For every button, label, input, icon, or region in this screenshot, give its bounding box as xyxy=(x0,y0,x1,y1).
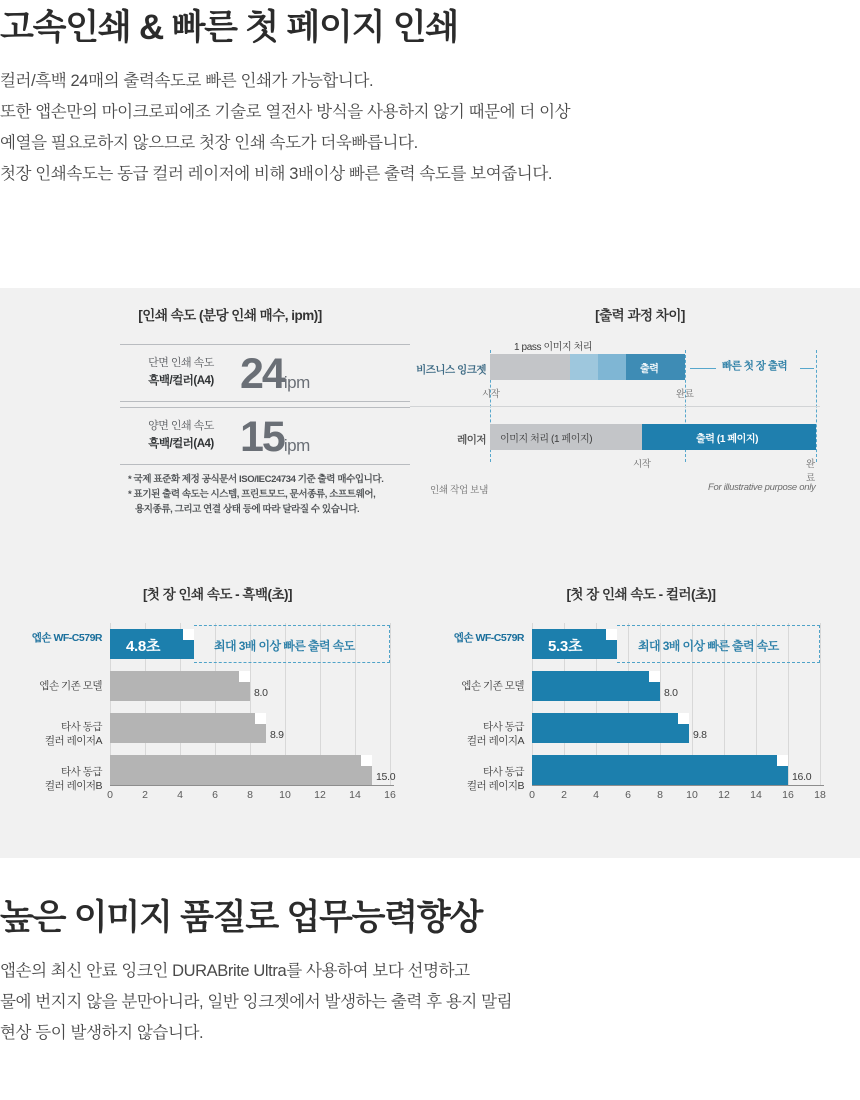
chart-mono-xtick-10: 10 xyxy=(279,789,291,801)
inkjet-tick-end: 완료 xyxy=(676,389,694,400)
chart-color-cat-2 xyxy=(432,720,524,748)
ipm-duplex-unit: ipm xyxy=(283,436,310,455)
chart-color-cat-0 xyxy=(432,631,524,645)
ipm-footnote-1: * 국제 표준화 제정 공식문서 ISO/IEC24734 기준 출력 매수입니다. xyxy=(128,474,384,485)
chart-mono-x-axis xyxy=(110,785,394,786)
laser-tick-start: 시작 xyxy=(633,459,651,470)
chart-mono-cat-2-line-2: 컬러 레이저A xyxy=(44,735,102,747)
inkjet-seg-3 xyxy=(598,354,626,380)
inkjet-seg-label-imaging: 1 pass 이미지 처리 xyxy=(514,342,593,353)
chart-mono-plot-area xyxy=(10,617,425,837)
fast-arrow-left xyxy=(690,368,716,369)
ipm-simplex-number: 24 xyxy=(240,350,284,398)
chart-color-cat-1-line-1: 엡손 기존 모델 xyxy=(461,680,524,692)
chart-color-bar-2-value: 9.8 xyxy=(693,729,707,741)
chart-color-xtick-6: 6 xyxy=(625,789,631,801)
chart-color-xtick-4: 4 xyxy=(593,789,599,801)
diagram-divider xyxy=(410,406,820,407)
chart-mono-bar-1-value: 8.0 xyxy=(254,687,268,699)
chart-color-cat-3 xyxy=(432,765,524,793)
chart-color-plot-area xyxy=(432,617,850,837)
inkjet-seg-0 xyxy=(490,354,508,380)
bottom-text-block xyxy=(0,898,860,1049)
ipm-row-duplex-label xyxy=(126,417,236,453)
chart-mono-xtick-12: 12 xyxy=(314,789,326,801)
chart-color-bar-2 xyxy=(532,713,689,743)
chart-color-xtick-10: 10 xyxy=(686,789,698,801)
page-title: 고속인쇄 & 빠른 첫 페이지 인쇄 xyxy=(0,8,459,47)
fast-arrow-right xyxy=(800,368,814,369)
inkjet-seg-2 xyxy=(570,354,598,380)
chart-mono-grid-16 xyxy=(390,623,391,785)
top-body-text xyxy=(0,66,860,190)
process-diagram-panel xyxy=(416,304,850,554)
chart-color-bar-3 xyxy=(532,755,788,785)
ipm-duplex-number: 15 xyxy=(240,413,284,461)
ipm-row-simplex xyxy=(120,344,410,402)
ipm-speed-panel xyxy=(10,304,420,554)
bottom-body-line-3: 현상 등이 발생하지 않습니다. xyxy=(0,1024,204,1043)
chart-mono-bars xyxy=(107,617,406,817)
inkjet-seg-1 xyxy=(508,354,570,380)
figure-panel xyxy=(0,288,860,858)
top-text-block xyxy=(0,8,860,190)
ipm-footnote-2: * 표기된 출력 속도는 시스템, 프린트모드, 문서종류, 소프트웨어, xyxy=(128,489,376,500)
chart-color-xtick-16: 16 xyxy=(782,789,794,801)
chart-mono-bar-3-corner xyxy=(361,755,372,766)
chart-mono-bar-2 xyxy=(110,713,266,743)
chart-mono-cat-0 xyxy=(10,631,102,645)
chart-color-annotation: 최대 3배 이상 빠른 출력 속도 xyxy=(638,639,779,653)
top-body-line-1: 컬러/흑백 24매의 출력속도로 빠른 인쇄가 가능합니다. xyxy=(0,72,374,91)
process-diagram xyxy=(416,342,820,504)
chart-color-xtick-14: 14 xyxy=(750,789,762,801)
chart-mono-xtick-2: 2 xyxy=(142,789,148,801)
inkjet-tick-start: 시작 xyxy=(482,389,500,400)
chart-mono-cat-3-line-1: 타사 동급 xyxy=(61,766,102,778)
chart-color-bars xyxy=(529,617,832,817)
ipm-simplex-value xyxy=(240,346,310,411)
chart-mono-cat-0-line-1: 엡손 WF-C579R xyxy=(31,632,102,644)
chart-color-bar-1-value: 8.0 xyxy=(664,687,678,699)
chart-color-cat-2-line-1: 타사 동급 xyxy=(483,721,524,733)
chart-color-cat-3-line-1: 타사 동급 xyxy=(483,766,524,778)
inkjet-seg-label-output: 출력 xyxy=(640,364,659,375)
chart-color-x-axis xyxy=(532,785,824,786)
chart-mono-first-page xyxy=(10,583,425,845)
ipm-simplex-label-bottom: 흑백/컬러(A4) xyxy=(148,375,214,387)
ipm-duplex-label-top: 양면 인쇄 속도 xyxy=(148,420,214,432)
chart-mono-cat-2 xyxy=(10,720,102,748)
chart-color-cat-0-line-1: 엡손 WF-C579R xyxy=(453,632,524,644)
ipm-footnote-3: 용지종류, 그리고 연결 상태 등에 따라 달라질 수 있습니다. xyxy=(135,504,360,515)
chart-color-grid-18 xyxy=(820,623,821,785)
laser-tick-end: 완료 xyxy=(806,459,815,484)
chart-color-cat-3-line-2: 컬러 레이지B xyxy=(466,780,524,792)
chart-mono-cat-2-line-1: 타사 동급 xyxy=(61,721,102,733)
ipm-simplex-unit: ipm xyxy=(283,373,310,392)
chart-color-cat-2-line-2: 컬러 레이지A xyxy=(466,735,524,747)
top-body-line-4: 첫장 인쇄속도는 동급 컬러 레이저에 비해 3배이상 빠른 출력 속도를 보여줍니다. xyxy=(0,165,553,184)
chart-mono-bar-2-corner xyxy=(255,713,266,724)
process-footer-left: 인쇄 작업 보냄 xyxy=(430,485,488,496)
chart-mono-bar-1 xyxy=(110,671,250,701)
chart-mono-xtick-6: 6 xyxy=(212,789,218,801)
chart-color-xtick-0: 0 xyxy=(529,789,535,801)
ipm-panel-title: [인쇄 속도 (분당 인쇄 매수, ipm)] xyxy=(138,308,322,323)
chart-mono-xtick-14: 14 xyxy=(349,789,361,801)
bottom-body-line-2: 물에 번지지 않을 분만아니라, 일반 잉크젯에서 발생하는 출력 후 용지 말림 xyxy=(0,993,513,1012)
ipm-simplex-label-top: 단면 인쇄 속도 xyxy=(148,357,214,369)
chart-color-bar-2-corner xyxy=(678,713,689,724)
chart-mono-bar-3 xyxy=(110,755,372,785)
chart-color-bar-1 xyxy=(532,671,660,701)
chart-mono-title: [첫 장 인쇄 속도 - 흑백(초)] xyxy=(142,587,293,602)
chart-color-cat-1 xyxy=(432,679,524,693)
chart-mono-cat-3 xyxy=(10,765,102,793)
ipm-row-duplex xyxy=(120,407,410,465)
chart-mono-bar-0-value: 4.8초 xyxy=(126,638,161,655)
secondary-page-title: 높은 이미지 품질로 업무능력향상 xyxy=(0,898,483,937)
process-row-label-laser: 레이저 xyxy=(457,434,486,446)
chart-mono-cat-3-line-2: 컬러 레이저B xyxy=(44,780,102,792)
ipm-row-simplex-label xyxy=(126,354,236,390)
ipm-duplex-value xyxy=(240,409,310,474)
chart-mono-bar-0-corner xyxy=(183,629,194,640)
bottom-body-line-1: 앱손의 최신 안료 잉크인 DURABrite Ultra를 사용하여 보다 선명하고 xyxy=(0,962,470,981)
chart-color-bar-3-value: 16.0 xyxy=(792,771,812,783)
laser-seg-label-output: 출력 (1 페이지) xyxy=(696,434,759,445)
chart-color-bar-3-corner xyxy=(777,755,788,766)
chart-mono-xtick-8: 8 xyxy=(247,789,253,801)
ipm-footnotes xyxy=(128,472,413,517)
chart-mono-xtick-0: 0 xyxy=(107,789,113,801)
chart-mono-bar-3-value: 15.0 xyxy=(376,771,396,783)
chart-mono-bar-2-value: 8.9 xyxy=(270,729,284,741)
chart-color-title: [첫 장 인쇄 속도 - 컬러(초)] xyxy=(566,587,716,602)
chart-mono-cat-1 xyxy=(10,679,102,693)
top-body-line-2: 또한 앱손만의 마이크로피에조 기술로 열전사 방식을 사용하지 않기 때문에 더 이상 xyxy=(0,103,571,122)
chart-color-bar-1-corner xyxy=(649,671,660,682)
chart-mono-bar-1-corner xyxy=(239,671,250,682)
chart-color-xtick-18: 18 xyxy=(814,789,826,801)
chart-mono-xtick-16: 16 xyxy=(384,789,396,801)
bottom-body-text xyxy=(0,956,860,1049)
laser-seg-label-imaging: 이미지 처리 (1 페이지) xyxy=(500,434,593,445)
chart-color-bar-0-corner xyxy=(606,629,617,640)
chart-color-xtick-2: 2 xyxy=(561,789,567,801)
top-body-line-3: 예열을 필요로하지 않으므로 첫장 인쇄 속도가 더욱빠릅니다. xyxy=(0,134,418,153)
chart-color-xtick-12: 12 xyxy=(718,789,730,801)
process-row-label-inkjet: 비즈니스 잉크젯 xyxy=(416,364,486,376)
chart-mono-cat-1-line-1: 엡손 기존 모델 xyxy=(39,680,102,692)
chart-color-bar-0-value: 5.3초 xyxy=(548,638,583,655)
process-footer-right: For illustrative purpose only xyxy=(708,482,816,493)
chart-color-first-page xyxy=(432,583,850,845)
chart-mono-annotation: 최대 3배 이상 빠른 출력 속도 xyxy=(214,639,355,653)
chart-mono-xtick-4: 4 xyxy=(177,789,183,801)
process-panel-title: [출력 과정 차이] xyxy=(595,308,685,323)
ipm-duplex-label-bottom: 흑백/컬러(A4) xyxy=(148,438,214,450)
chart-color-xtick-8: 8 xyxy=(657,789,663,801)
fast-first-page-label: 빠른 첫 장 출력 xyxy=(722,360,788,372)
